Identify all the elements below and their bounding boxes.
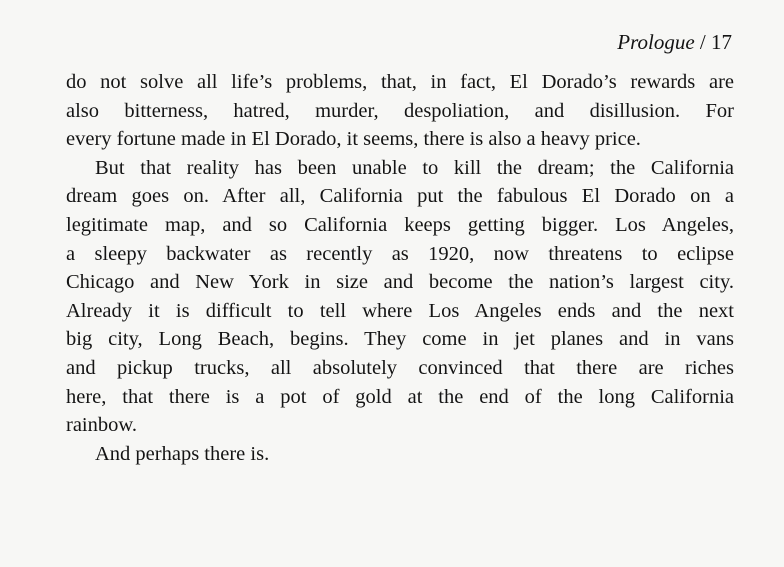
- text-line: Chicago and New York in size and become the nation’s largest city.: [66, 271, 734, 294]
- text-line: big city, Long Beach, begins. They come in jet planes and in vans: [66, 328, 734, 351]
- text-line: Already it is difficult to tell where Los Angeles ends and the next: [66, 299, 734, 322]
- body-text: [66, 68, 734, 468]
- running-head: [617, 30, 732, 55]
- text-line: a sleepy backwater as recently as 1920, now threatens to eclipse: [66, 242, 734, 265]
- running-head-separator: /: [694, 30, 711, 54]
- paragraph-3: [66, 440, 734, 469]
- text-line: rainbow.: [66, 414, 137, 437]
- text-line: here, that there is a pot of gold at the end of the long California: [66, 385, 734, 408]
- text-line: every fortune made in El Dorado, it seems, there is also a heavy price.: [66, 128, 641, 151]
- text-line: do not solve all life’s problems, that, in fact, El Dorado’s rewards are: [66, 71, 734, 93]
- text-line: But that reality has been unable to kill the dream; the California: [95, 156, 734, 179]
- page-number: 17: [711, 30, 732, 54]
- paragraph-1: [66, 68, 734, 154]
- paragraph-2: [66, 154, 734, 440]
- text-line: dream goes on. After all, California put the fabulous El Dorado on a: [66, 185, 734, 208]
- text-line: and pickup trucks, all absolutely convinced that there are riches: [66, 356, 734, 379]
- chapter-title: Prologue: [617, 30, 695, 54]
- text-line: also bitterness, hatred, murder, despoliation, and disillusion. For: [66, 99, 734, 122]
- text-line: And perhaps there is.: [95, 442, 270, 465]
- text-line: legitimate map, and so California keeps getting bigger. Los Angeles,: [66, 213, 734, 236]
